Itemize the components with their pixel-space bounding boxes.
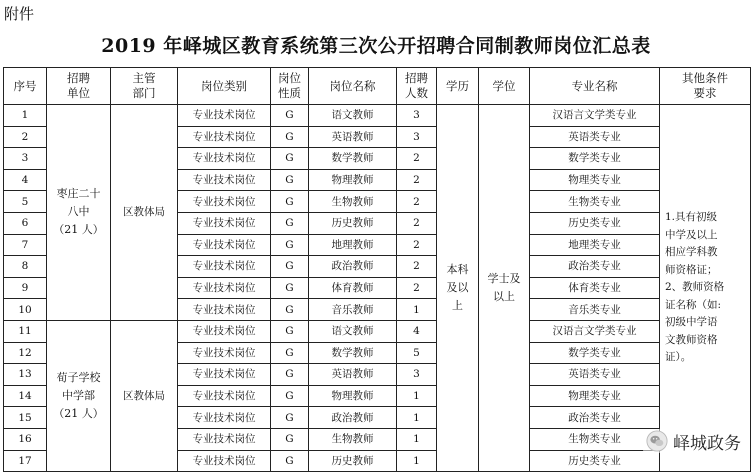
count-cell: 2 [397, 212, 437, 234]
wechat-watermark [643, 429, 744, 453]
seq-cell: 16 [4, 428, 47, 450]
unit-cell: 荀子学校 中学部 （21 人） [47, 320, 111, 471]
header-unit: 招聘 单位 [47, 68, 111, 105]
category-cell: 专业技术岗位 [178, 148, 271, 170]
count-cell: 3 [397, 126, 437, 148]
nature-cell: G [271, 105, 309, 127]
seq-cell: 7 [4, 234, 47, 256]
post-name-cell: 物理教师 [309, 169, 397, 191]
nature-cell: G [271, 191, 309, 213]
major-cell: 英语类专业 [530, 126, 660, 148]
education-cell: 本科 及以 上 [437, 105, 479, 472]
major-cell: 政治类专业 [530, 256, 660, 278]
post-name-cell: 地理教师 [309, 234, 397, 256]
category-cell: 专业技术岗位 [178, 342, 271, 364]
count-cell: 2 [397, 234, 437, 256]
post-name-cell: 音乐教师 [309, 299, 397, 321]
table-row [4, 320, 751, 342]
major-cell: 体育类专业 [530, 277, 660, 299]
major-cell: 数学类专业 [530, 148, 660, 170]
post-name-cell: 语文教师 [309, 320, 397, 342]
dept-cell: 区教体局 [111, 320, 178, 471]
category-cell: 专业技术岗位 [178, 105, 271, 127]
seq-cell: 1 [4, 105, 47, 127]
seq-cell: 4 [4, 169, 47, 191]
post-name-cell: 数学教师 [309, 148, 397, 170]
major-cell: 生物类专业 [530, 191, 660, 213]
post-name-cell: 物理教师 [309, 385, 397, 407]
count-cell: 2 [397, 277, 437, 299]
nature-cell: G [271, 428, 309, 450]
category-cell: 专业技术岗位 [178, 320, 271, 342]
major-cell: 汉语言文学类专业 [530, 320, 660, 342]
nature-cell: G [271, 256, 309, 278]
nature-cell: G [271, 234, 309, 256]
count-cell: 4 [397, 320, 437, 342]
count-cell: 3 [397, 105, 437, 127]
seq-cell: 5 [4, 191, 47, 213]
document-title: 2019 年峄城区教育系统第三次公开招聘合同制教师岗位汇总表 [101, 35, 651, 57]
nature-cell: G [271, 364, 309, 386]
count-cell: 1 [397, 428, 437, 450]
count-cell: 1 [397, 407, 437, 429]
category-cell: 专业技术岗位 [178, 126, 271, 148]
seq-cell: 3 [4, 148, 47, 170]
seq-cell: 15 [4, 407, 47, 429]
count-cell: 1 [397, 299, 437, 321]
seq-cell: 2 [4, 126, 47, 148]
table-row [4, 105, 751, 127]
seq-cell: 6 [4, 212, 47, 234]
header-dept: 主管 部门 [111, 68, 178, 105]
seq-cell: 8 [4, 256, 47, 278]
major-cell: 历史类专业 [530, 450, 660, 472]
seq-cell: 11 [4, 320, 47, 342]
post-name-cell: 生物教师 [309, 428, 397, 450]
header-other: 其他条件 要求 [660, 68, 751, 105]
nature-cell: G [271, 126, 309, 148]
category-cell: 专业技术岗位 [178, 212, 271, 234]
table-header-row [4, 68, 751, 105]
seq-cell: 10 [4, 299, 47, 321]
category-cell: 专业技术岗位 [178, 234, 271, 256]
post-name-cell: 英语教师 [309, 126, 397, 148]
category-cell: 专业技术岗位 [178, 364, 271, 386]
post-name-cell: 数学教师 [309, 342, 397, 364]
nature-cell: G [271, 299, 309, 321]
count-cell: 2 [397, 256, 437, 278]
count-cell: 2 [397, 148, 437, 170]
count-cell: 2 [397, 169, 437, 191]
header-nature: 岗位 性质 [271, 68, 309, 105]
seq-cell: 13 [4, 364, 47, 386]
seq-cell: 14 [4, 385, 47, 407]
seq-cell: 12 [4, 342, 47, 364]
major-cell: 物理类专业 [530, 169, 660, 191]
header-degree: 学位 [479, 68, 530, 105]
major-cell: 汉语言文学类专业 [530, 105, 660, 127]
nature-cell: G [271, 277, 309, 299]
count-cell: 5 [397, 342, 437, 364]
major-cell: 生物类专业 [530, 428, 660, 450]
nature-cell: G [271, 148, 309, 170]
category-cell: 专业技术岗位 [178, 256, 271, 278]
category-cell: 专业技术岗位 [178, 407, 271, 429]
attachment-label: 附件 [4, 5, 35, 23]
category-cell: 专业技术岗位 [178, 450, 271, 472]
nature-cell: G [271, 212, 309, 234]
category-cell: 专业技术岗位 [178, 169, 271, 191]
major-cell: 地理类专业 [530, 234, 660, 256]
other-requirements-cell: 1.具有初级 中学及以上 相应学科教 师资格证； 2、教师资格 证名称（如: 初级中学语 文教师资格 证）。 [660, 105, 751, 472]
header-count: 招聘 人数 [397, 68, 437, 105]
major-cell: 数学类专业 [530, 342, 660, 364]
wechat-icon [646, 430, 668, 452]
recruitment-table [3, 67, 751, 472]
major-cell: 政治类专业 [530, 407, 660, 429]
post-name-cell: 语文教师 [309, 105, 397, 127]
major-cell: 音乐类专业 [530, 299, 660, 321]
category-cell: 专业技术岗位 [178, 299, 271, 321]
count-cell: 3 [397, 364, 437, 386]
count-cell: 2 [397, 191, 437, 213]
post-name-cell: 体育教师 [309, 277, 397, 299]
header-education: 学历 [437, 68, 479, 105]
header-post-name: 岗位名称 [309, 68, 397, 105]
post-name-cell: 历史教师 [309, 212, 397, 234]
post-name-cell: 英语教师 [309, 364, 397, 386]
degree-cell: 学士及 以上 [479, 105, 530, 472]
major-cell: 历史类专业 [530, 212, 660, 234]
post-name-cell: 生物教师 [309, 191, 397, 213]
nature-cell: G [271, 450, 309, 472]
seq-cell: 17 [4, 450, 47, 472]
category-cell: 专业技术岗位 [178, 385, 271, 407]
nature-cell: G [271, 342, 309, 364]
major-cell: 物理类专业 [530, 385, 660, 407]
header-category: 岗位类别 [178, 68, 271, 105]
nature-cell: G [271, 320, 309, 342]
count-cell: 1 [397, 450, 437, 472]
post-name-cell: 政治教师 [309, 256, 397, 278]
header-major: 专业名称 [530, 68, 660, 105]
major-cell: 英语类专业 [530, 364, 660, 386]
count-cell: 1 [397, 385, 437, 407]
category-cell: 专业技术岗位 [178, 277, 271, 299]
post-name-cell: 政治教师 [309, 407, 397, 429]
category-cell: 专业技术岗位 [178, 191, 271, 213]
nature-cell: G [271, 385, 309, 407]
nature-cell: G [271, 169, 309, 191]
unit-cell: 枣庄二十 八中 （21 人） [47, 105, 111, 321]
watermark-text: 峄城政务 [673, 433, 741, 454]
post-name-cell: 历史教师 [309, 450, 397, 472]
seq-cell: 9 [4, 277, 47, 299]
header-seq: 序号 [4, 68, 47, 105]
nature-cell: G [271, 407, 309, 429]
category-cell: 专业技术岗位 [178, 428, 271, 450]
dept-cell: 区教体局 [111, 105, 178, 321]
